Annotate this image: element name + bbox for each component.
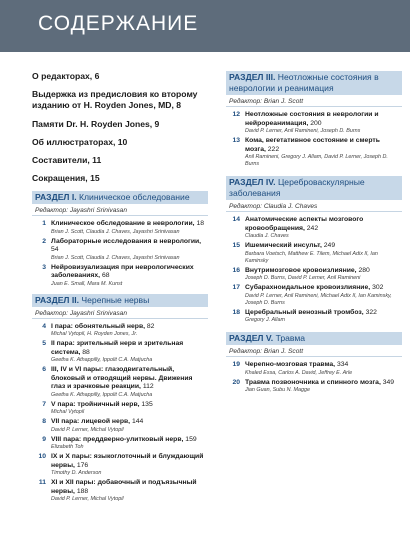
chapter-authors: Khaled Essa, Carlos A. David, Jeffrey E. Arle [245,369,353,376]
chapter-title-text: III, IV и VI пары: глазодвигательный, блоковый и отводящий нервы. Движения глаз и зрачковые реакции, [51,366,193,390]
chapter-entry[interactable] [32,323,208,339]
chapter-body [245,309,402,325]
chapter-title-text: V пара: тройничный нерв, [51,400,140,408]
chapter-number: 12 [232,111,240,118]
section-title: Клиническое обследование [79,192,190,202]
chapter-body [51,479,208,503]
front-matter-item[interactable]: Памяти Dr. H. Royden Jones, 9 [32,119,160,129]
section-editor: Редактор: Jayashri Srinivasan [35,309,128,317]
chapter-entry[interactable] [32,366,208,399]
chapter-authors: Geetha K. Athappilly, Ippolit C.A. Matjucha [51,391,153,398]
chapter-number: 7 [42,400,46,408]
chapter-authors: Michal Vytopil, H. Royden Jones, Jr. [51,331,138,337]
chapter-entry[interactable] [226,361,402,377]
chapter-number: 8 [42,418,46,425]
section-label: РАЗДЕЛ II. [35,294,80,305]
chapter-body [51,366,208,399]
chapter-authors: Jian Guan, Subu N. Magge [245,387,311,393]
chapter-entry[interactable] [226,216,402,240]
chapter-title-text: VII пара: лицевой нерв, [51,418,131,425]
chapter-entry[interactable] [32,220,208,236]
chapter-title-text: Лабораторные исследования в неврологии, [51,237,202,245]
toc-right-column [226,71,402,396]
chapter-page: 334 [336,361,349,368]
section-label: РАЗДЕЛ V. [229,333,274,343]
front-matter-item[interactable]: Сокращения, 15 [32,173,100,183]
chapter-authors: Claudia J. Chaves [245,233,289,239]
section-editor: Редактор: Brian J. Scott [229,98,304,105]
chapter-title[interactable] [51,366,208,392]
front-matter-item[interactable]: О редакторах, 6 [32,71,100,81]
chapter-authors: Timothy D. Anderson [51,470,102,476]
section-editor: Редактор: Brian J. Scott [229,348,304,355]
section-editor: Редактор: Claudia J. Chaves [229,203,318,210]
chapter-title-text: Церебральный венозный тромбоз, [245,308,364,316]
section-label: РАЗДЕЛ I. [35,192,77,202]
chapter-page: 135 [141,400,153,408]
chapter-page: 112 [142,383,154,390]
chapter-authors: Joseph D. Burns, David P. Lerner, Anil Ramineni [245,275,361,281]
chapter-entry[interactable] [226,242,402,265]
chapter-title-text: Травма позвоночника и спинного мозга, [245,378,381,386]
chapter-title[interactable] [245,137,402,154]
chapter-number: 15 [232,242,240,249]
chapter-authors: David P. Lerner, Michal Vytopil [51,426,124,433]
chapter-title-text: Кома, вегетативное состояние и смерть мозга, [245,137,380,153]
section-divider [226,356,402,357]
chapter-body [245,111,402,135]
chapter-number: 17 [232,284,240,291]
chapter-authors: Brian J. Scott, Claudia J. Chaves, Jayashri Srinivasan [51,254,180,261]
chapter-body [51,238,208,262]
chapter-entry[interactable] [32,340,208,364]
chapter-authors: David P. Lerner, Michal Vytopil [51,496,124,502]
chapter-entry[interactable] [32,453,208,477]
chapter-title[interactable] [245,242,402,251]
chapter-title[interactable] [51,401,208,410]
chapter-authors: Juan E. Small, Mara M. Kunst [51,280,123,287]
chapter-page: 322 [365,308,377,316]
chapter-title-text: Черепно-мозговая травма, [245,361,336,368]
chapter-title[interactable] [245,111,402,128]
chapter-page: 302 [372,284,384,291]
chapter-entry[interactable] [32,401,208,417]
chapter-page: 82 [146,322,155,330]
chapter-title[interactable] [51,453,208,470]
section-divider [32,318,208,319]
chapter-title-text: II пара: зрительный нерв и зрительная система, [51,340,184,356]
chapter-body [245,216,402,240]
chapter-title-text: IX и X пары: языкоглоточный и блуждающий нервы, [51,453,204,469]
chapter-number: 4 [42,322,46,330]
chapter-title-text: I пара: обонятельный нерв, [51,322,146,330]
section-heading [32,191,208,204]
chapter-title[interactable] [51,418,208,427]
chapter-entry[interactable] [226,267,402,283]
section-divider [226,106,402,107]
chapter-title[interactable] [245,284,402,293]
chapter-authors: Geetha K. Athappilly, Ippolit C.A. Matjucha [51,357,153,363]
chapter-body [51,436,208,452]
chapter-entry[interactable] [226,137,402,168]
chapter-authors: Michal Vytopil [51,409,85,415]
section-title: Цереброваскулярные заболевания [229,177,365,198]
chapter-body [51,220,208,236]
chapter-title[interactable] [51,340,208,357]
chapter-number: 20 [232,378,240,386]
chapter-page: 280 [358,266,370,274]
chapter-page: 144 [131,418,144,425]
chapter-number: 2 [42,237,46,245]
chapter-body [245,361,402,377]
chapter-body [51,264,208,288]
chapter-authors: Elizabeth Toh [51,444,84,450]
chapter-title[interactable] [51,220,208,229]
chapter-number: 18 [232,308,240,316]
chapter-body [245,137,402,168]
chapter-page: 54 [51,246,59,253]
chapter-number: 10 [38,453,46,460]
front-matter-item[interactable]: Об иллюстраторах, 10 [32,137,128,147]
chapter-title[interactable] [245,361,402,370]
chapter-body [245,379,402,395]
chapter-page: 222 [267,145,280,153]
chapter-entry[interactable] [32,436,208,452]
chapter-page: 200 [310,119,322,127]
section-heading [226,332,402,345]
chapter-title-text: Субарахноидальное кровоизлияние, [245,284,371,291]
chapter-number: 14 [232,216,240,223]
chapter-authors: David P. Lerner, Anil Ramineni, Joseph D. Burns [245,128,361,134]
chapter-title[interactable] [51,436,208,445]
chapter-title-text: Клиническое обследование в неврологии, [51,220,195,227]
section-label: РАЗДЕЛ III. [229,72,276,82]
chapter-body [51,401,208,417]
chapter-authors: Brian J. Scott, Claudia J. Chaves, Jayashri Srinivasan [51,228,180,235]
chapter-body [245,242,402,265]
section-divider [32,215,208,216]
chapter-page: 159 [185,435,197,443]
chapter-title[interactable] [245,267,402,276]
chapter-number: 1 [42,220,46,227]
chapter-title-text: Ишемический инсульт, [245,242,322,249]
page-header [0,0,410,52]
section-divider [226,211,402,212]
chapter-title[interactable] [245,379,402,388]
chapter-title[interactable] [51,479,208,496]
chapter-entry[interactable] [226,111,402,135]
chapter-title[interactable] [51,238,208,255]
chapter-body [245,267,402,283]
chapter-body [51,340,208,364]
chapter-number: 11 [38,479,46,486]
section-heading [226,176,402,200]
chapter-title-text: XI и XII пары: добавочный и подъязычный нервы, [51,479,197,495]
chapter-title-text: Внутримозговое кровоизлияние, [245,266,357,274]
chapter-page: 242 [306,224,319,232]
chapter-title[interactable] [245,216,402,233]
chapter-entry[interactable] [32,418,208,434]
chapter-body [245,284,402,307]
chapter-entry[interactable] [226,379,402,395]
toc-left-column [32,71,208,505]
front-matter-item[interactable]: Выдержка из предисловия ко второму изданию от H. Royden Jones, MD, 8 [32,89,198,110]
chapter-number: 5 [42,340,46,347]
chapter-title-text: VIII пара: преддверно-улитковый нерв, [51,435,184,443]
chapter-body [51,418,208,434]
section-title: Травма [275,333,306,343]
section-heading [226,71,402,95]
section-heading [32,294,208,307]
chapter-page: 176 [76,461,89,469]
chapter-page: 68 [101,272,110,279]
chapter-page: 18 [196,220,204,227]
chapter-number: 19 [232,361,240,368]
section-title: Неотложные состояния в неврологии и реанимация [229,72,379,93]
chapter-entry[interactable] [32,238,208,262]
chapter-title-text: Неотложные состояния в неврологии и нейрореанимация, [245,111,379,127]
chapter-number: 6 [42,366,46,373]
chapter-number: 3 [42,263,46,271]
chapter-entry[interactable] [226,309,402,325]
chapter-title-text: Нейровизуализация при неврологических заболеваниях, [51,263,194,279]
front-matter-item[interactable]: Составители, 11 [32,155,102,165]
chapter-page: 188 [76,487,89,495]
chapter-entry[interactable] [32,479,208,503]
chapter-page: 88 [82,348,90,356]
chapter-authors: David P. Lerner, Anil Ramineni, Michael Adix II, Ian Kaminsky, Joseph D. Burns [245,292,392,306]
chapter-body [51,453,208,477]
chapter-entry[interactable] [32,264,208,288]
chapter-title[interactable] [51,323,208,332]
chapter-title[interactable] [51,264,208,281]
chapter-number: 13 [232,137,240,144]
chapter-number: 16 [232,266,240,274]
chapter-authors: Barbara Voetsch, Matthew E. Tilem, Michael Adix II, Ian Kaminsky [245,250,378,264]
chapter-body [51,323,208,339]
chapter-page: 249 [323,242,336,249]
section-label: РАЗДЕЛ IV. [229,177,276,187]
chapter-title[interactable] [245,309,402,318]
section-title: Черепные нервы [81,294,150,305]
chapter-authors: Anil Ramineni, Gregory J. Allam, David P. Lerner, Joseph D. Burns [245,154,388,167]
chapter-number: 9 [42,435,46,443]
chapter-page: 349 [382,378,395,386]
chapter-authors: Gregory J. Allam [245,317,285,323]
section-editor: Редактор: Jayashri Srinivasan [35,207,128,214]
page-title: СОДЕРЖАНИЕ [38,12,199,35]
chapter-title-text: Анатомические аспекты мозгового кровообращения, [245,216,364,232]
chapter-entry[interactable] [226,284,402,307]
